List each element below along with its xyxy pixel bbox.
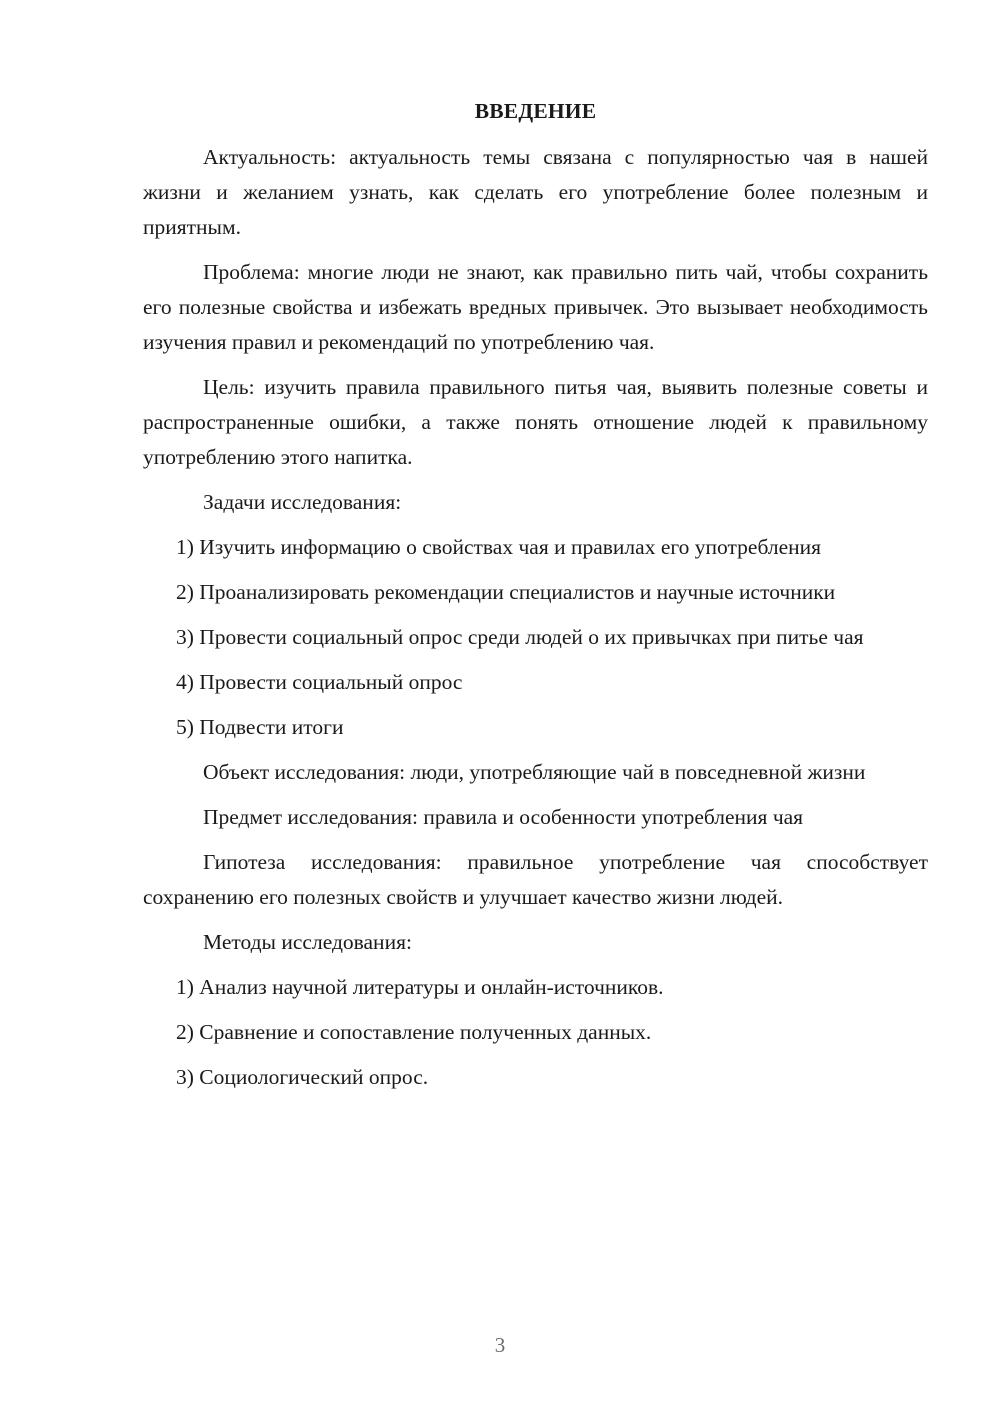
task-item: 3) Провести социальный опрос среди людей о их привычках при питье чая [176,625,864,649]
task-item: 1) Изучить информацию о свойствах чая и правилах его употребления [176,535,822,559]
section-title: ВВЕДЕНИЕ [474,99,597,123]
hypothesis-paragraph: Гипотеза исследования: правильное употребление чая способствует сохранению его полезных свойств и улучшает качество жизни людей. [143,850,928,909]
task-item: 5) Подвести итоги [176,715,344,739]
tasks-heading: Задачи исследования: [203,490,402,514]
method-item: 3) Социологический опрос. [176,1065,429,1089]
method-item: 2) Сравнение и сопоставление полученных данных. [176,1020,652,1044]
document-page [143,96,928,1105]
object-paragraph: Объект исследования: люди, употребляющие чай в повседневной жизни [203,760,866,784]
relevance-paragraph: Актуальность: актуальность темы связана с популярностью чая в нашей жизни и желанием узнать, как сделать его употребление более полезным и приятным. [143,145,928,239]
task-item: 4) Провести социальный опрос [176,670,463,694]
page-number: 3 [494,1333,506,1357]
subject-paragraph: Предмет исследования: правила и особенности употребления чая [203,805,804,829]
goal-paragraph: Цель: изучить правила правильного питья чая, выявить полезные советы и распространенные ошибки, а также понять отношение людей к правильному употреблению этого напитка. [143,375,928,469]
task-item: 2) Проанализировать рекомендации специалистов и научные источники [176,580,836,604]
problem-paragraph: Проблема: многие люди не знают, как правильно пить чай, чтобы сохранить его полезные свойства и избежать вредных привычек. Это вызывает необходимость изучения правил и рекомендаций по употреблению чая. [143,260,928,354]
method-item: 1) Анализ научной литературы и онлайн-источников. [176,975,664,999]
methods-heading: Методы исследования: [203,930,412,954]
